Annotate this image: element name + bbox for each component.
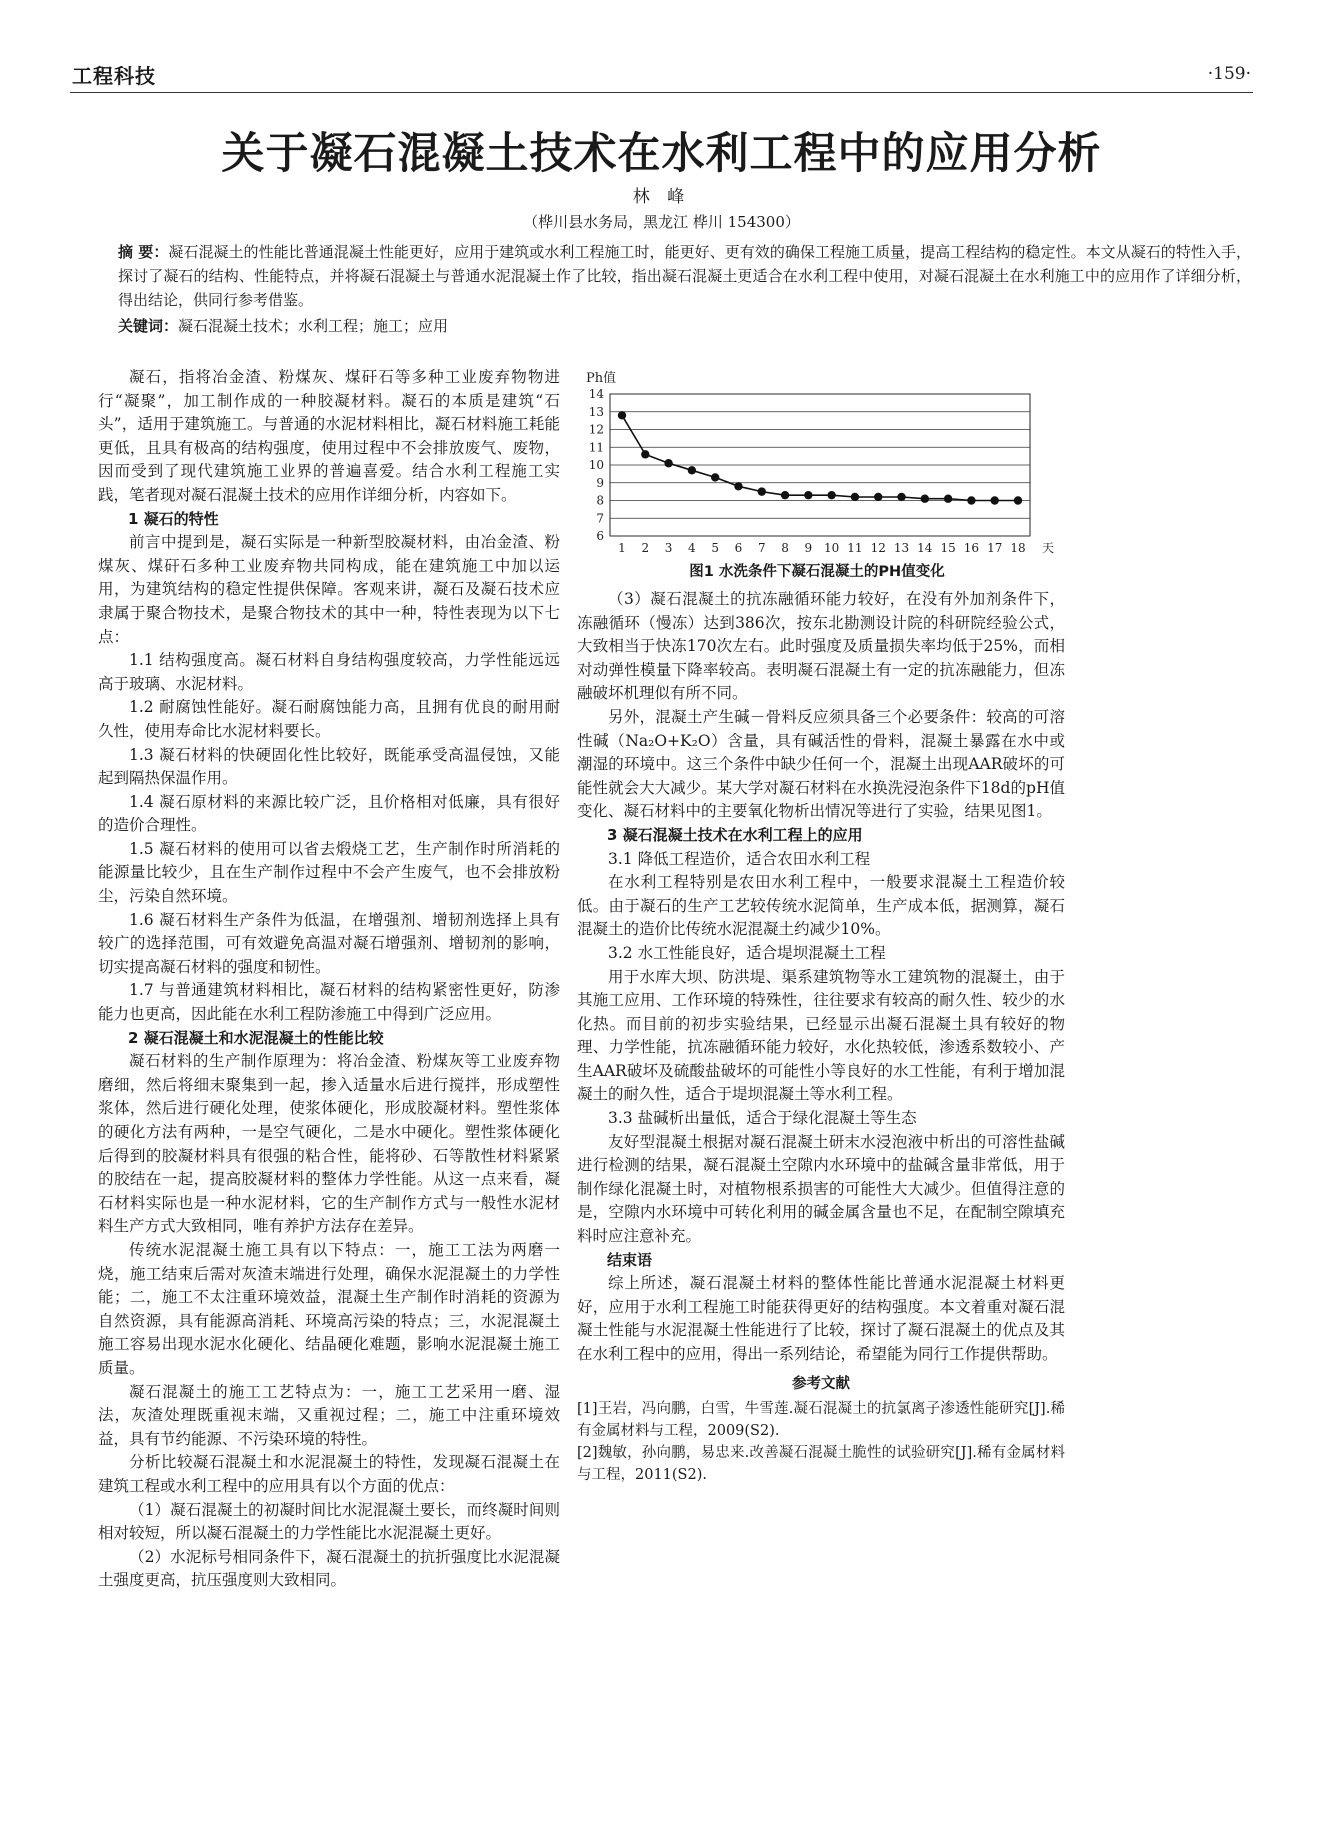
paragraph: 前言中提到是，凝石实际是一种新型胶凝材料，由冶金渣、粉煤灰、煤矸石多种工业废弃物共同构成，能在建筑施工中加以运用，为建筑结构的稳定性提供保障。客观来讲，凝石及凝石技术应隶属于聚合物技术，是聚合物技术的其中一种，特性表现为以下七点：	[98, 533, 560, 646]
x-tick-label: 4	[688, 541, 696, 555]
paragraph: 分析比较凝石混凝土和水泥混凝土的特性，发现凝石混凝土在建筑工程或水利工程中的应用具有以个方面的优点：	[98, 1453, 560, 1495]
x-tick-label: 12	[870, 541, 886, 555]
data-point	[991, 496, 999, 504]
x-tick-label: 7	[757, 541, 766, 555]
subsection-heading: 3.3 盐碱析出量低，适合于绿化混凝土等生态	[608, 1109, 917, 1128]
x-tick-label: 11	[847, 541, 863, 555]
x-tick-label: 14	[917, 541, 933, 555]
data-point	[897, 493, 905, 501]
y-tick-label: 14	[588, 387, 604, 401]
x-tick-label: 13	[893, 541, 910, 555]
y-tick-label: 8	[596, 493, 604, 508]
paragraph: 综上所述，凝石混凝土材料的整体性能比普通水泥混凝土材料更好，应用于水利工程施工时能获得更好的结构强度。本文着重对凝石混凝土性能与水泥混凝土性能进行了比较，探讨了凝石混凝土的优点及其在水利工程中的应用，得出一系列结论，希望能为同行工作提供帮助。	[577, 1274, 1065, 1363]
x-tick-label: 5	[711, 541, 719, 555]
list-item: 1.6 凝石材料生产条件为低温，在增强剂、增韧剂选择上具有较广的选择范围，可有效避免高温对凝石增强剂、增韧剂的影响，切实提高凝石材料的强度和韧性。	[98, 910, 560, 976]
abstract-label: 摘 要：	[118, 243, 169, 261]
paragraph: 凝石材料的生产制作原理为：将冶金渣、粉煤灰等工业废弃物磨细，然后将细末聚集到一起，掺入适量水后进行搅拌，形成塑性浆体，然后进行硬化处理，使浆体硬化，形成胶凝材料。塑性浆体的硬化方法有两种，一是空气硬化，二是水中硬化。塑性浆体硬化后得到的胶凝材料具有很强的粘合性，能将砂、石等散性材料紧紧的胶结在一起，提高胶凝材料的整体力学性能。从这一点来看，凝石材料实际也是一种水泥材料，它的生产制作方式与一般性水泥材料生产方式大致相同，唯有养护方法存在差异。	[98, 1052, 560, 1236]
keywords-label: 关键词：	[118, 317, 179, 335]
paragraph: 友好型混凝土根据对凝石混凝土研末水浸泡液中析出的可溶性盐碱进行检测的结果，凝石混凝土空隙内水环境中的盐碱含量非常低，用于制作绿化混凝土时，对植物根系损害的可能性大大减少。但值得注意的是，空隙内水环境中可转化利用的碱金属含量也不足，在配制空隙填充料时应注意补充。	[577, 1132, 1065, 1246]
data-point	[711, 473, 719, 481]
data-point	[921, 495, 929, 503]
y-tick-label: 10	[588, 458, 604, 472]
x-tick-label: 15	[940, 541, 956, 555]
data-point	[851, 493, 859, 501]
data-point	[688, 466, 696, 474]
figure-caption: 图1 水洗条件下凝石混凝土的PH值变化	[689, 564, 945, 580]
data-point	[641, 450, 649, 458]
paragraph: 在水利工程特别是农田水利工程中，一般要求混凝土工程造价较低。由于凝石的生产工艺较传统水泥简单，生产成本低，据测算，凝石混凝土的造价比传统水泥混凝土约减少10%。	[577, 873, 1065, 939]
x-tick-label: 2	[641, 541, 650, 555]
header-rule	[70, 92, 1253, 93]
reference-item: [1]王岩，冯向鹏，白雪，牛雪莲.凝石混凝土的抗氯离子渗透性能研究[J].稀有金属材料与工程，2009(S2).	[577, 1401, 1065, 1440]
y-tick-label: 13	[588, 404, 604, 419]
paragraph: 用于水库大坝、防洪堤、渠系建筑物等水工建筑物的混凝土，由于其施工应用、工作环境的特殊性，往往要求有较高的耐久性、较少的水化热。而目前的初步实验结果，已经显示出凝石混凝土具有较好的物理、力学性能，抗冻融循环能力较好，水化热较低，渗透系数较小、产生AAR破坏及硫酸盐破坏的可能性小等良好的水工性能，有利于增加混凝土的耐久性，适合于堤坝混凝土等水利工程。	[577, 967, 1065, 1104]
list-item: 1.7 与普通建筑材料相比，凝石材料的结构紧密性更好，防渗能力也更高，因此能在水利工程防渗施工中得到广泛应用。	[98, 981, 560, 1024]
paragraph: （2）水泥标号相同条件下，凝石混凝土的抗折强度比水泥混凝土强度更高，抗压强度则大致相同。	[98, 1547, 560, 1590]
data-point	[967, 496, 975, 504]
section-heading-2: 2 凝石混凝土和水泥混凝土的性能比较	[128, 1028, 384, 1047]
data-point	[758, 487, 766, 495]
references-title: 参考文献	[792, 1375, 850, 1392]
y-tick-label: 6	[596, 529, 604, 543]
paragraph: 传统水泥混凝土施工具有以下特点：一，施工工法为两磨一烧，施工结束后需对灰渣末端进行处理，确保水泥混凝土的力学性能；二，施工不太注重环境效益，混凝土生产制作时消耗的资源为自然资源，具有能源高消耗、环境高污染的特点；三，水泥混凝土施工容易出现水泥水化硬化、结晶硬化难题，影响水泥混凝土施工质量。	[98, 1240, 560, 1377]
data-point	[1014, 496, 1022, 504]
keywords-text: 凝石混凝土技术；水利工程；施工；应用	[178, 317, 449, 335]
x-tick-label: 1	[618, 541, 626, 555]
x-tick-label: 9	[804, 541, 813, 555]
section-heading-1: 1 凝石的特性	[128, 509, 219, 528]
data-point	[734, 482, 742, 490]
subsection-heading: 3.1 降低工程造价，适合农田水利工程	[608, 849, 871, 868]
right-column	[577, 588, 1065, 1486]
x-tick-label: 8	[781, 541, 789, 555]
y-tick-label: 9	[596, 475, 604, 490]
list-item: 1.5 凝石材料的使用可以省去煅烧工艺，生产制作时所消耗的能源量比较少，且在生产制作过程中不会产生废气，也不会排放粉尘，污染自然环境。	[98, 839, 560, 906]
intro-paragraph: 凝石，指将冶金渣、粉煤灰、煤矸石等多种工业废弃物物进行“凝聚”，加工制作成的一种胶凝材料。凝石的本质是建筑“石头”，适用于建筑施工。与普通的水泥材料相比，凝石材料施工耗能更低，且具有极高的结构强度，使用过程中不会排放废气、废物，因而受到了现代建筑施工业界的普遍喜爱。结合水利工程施工实践，笔者现对凝石混凝土技术的应用作详细分析，内容如下。	[98, 368, 560, 504]
section-heading-3: 3 凝石混凝土技术在水利工程上的应用	[607, 825, 863, 844]
page-number: ·159·	[1207, 64, 1251, 84]
paragraph: 另外，混凝土产生碱－骨料反应须具备三个必要条件：较高的可溶性碱（Na₂O+K₂O）含量，具有碱活性的骨料，混凝土暴露在水中或潮湿的环境中。这三个条件中缺少任何一个，混凝土出现AAR破坏的可能性就会大大减少。某大学对凝石材料在水换洗浸泡条件下18d的pH值变化、凝石材料中的主要氧化物析出情况等进行了实验，结果见图1。	[577, 707, 1065, 821]
subsection-heading: 3.2 水工性能良好，适合堤坝混凝土工程	[608, 943, 886, 962]
list-item: 1.1 结构强度高。凝石材料自身结构强度较高，力学性能远远高于玻璃、水泥材料。	[98, 651, 560, 693]
data-point	[827, 491, 835, 499]
reference-item: [2]魏敏，孙向鹏，易忠来.改善凝石混凝土脆性的试验研究[J].稀有金属材料与工程，2011(S2).	[577, 1445, 1065, 1484]
x-tick-label: 10	[824, 541, 840, 555]
ph-line-chart	[572, 366, 1062, 566]
y-tick-label: 7	[596, 511, 604, 526]
x-tick-label: 17	[987, 541, 1003, 555]
x-tick-label: 18	[1010, 541, 1026, 555]
paragraph: 凝石混凝土的施工工艺特点为：一，施工工艺采用一磨、湿法，灰渣处理既重视末端，又重视过程；二，施工中注重环境效益，具有节约能源、不污染环境的特性。	[98, 1382, 560, 1448]
x-tick-label: 16	[963, 541, 980, 555]
author: 林 峰	[632, 187, 691, 207]
article-title: 关于凝石混凝土技术在水利工程中的应用分析	[221, 129, 1102, 179]
data-point	[781, 491, 789, 499]
abstract	[118, 240, 1251, 338]
affiliation: （桦川县水务局，黑龙江 桦川 154300）	[523, 213, 800, 231]
y-tick-label: 11	[588, 440, 604, 455]
y-axis-label: Ph值	[586, 371, 617, 386]
left-column	[98, 366, 560, 1593]
data-point	[944, 495, 952, 503]
data-point	[804, 491, 812, 499]
series-line	[622, 415, 1018, 500]
list-item: 1.2 耐腐蚀性能好。凝石耐腐蚀能力高，且拥有优良的耐用耐久性，使用寿命比水泥材料要长。	[98, 698, 560, 740]
x-tick-label: 6	[734, 541, 743, 555]
paragraph: （3）凝石混凝土的抗冻融循环能力较好，在没有外加剂条件下，冻融循环（慢冻）达到386次，按东北勘测设计院的科研院经验公式，大致相当于快冻170次左右。此时强度及质量损失率均低于25%，而相对动弹性模量下降率较高。表明凝石混凝土有一定的抗冻融能力，但冻融破坏机理似有所不同。	[577, 590, 1065, 703]
list-item: 1.3 凝石材料的快硬固化性比较好，既能承受高温侵蚀，又能起到隔热保温作用。	[98, 745, 560, 788]
data-point	[664, 459, 672, 467]
y-tick-label: 12	[588, 422, 604, 437]
list-item: 1.4 凝石原材料的来源比较广泛，且价格相对低廉，具有很好的造价合理性。	[98, 792, 560, 835]
data-point	[618, 411, 626, 419]
abstract-text: 凝石混凝土的性能比普通混凝土性能更好，应用于建筑或水利工程施工时，能更好、更有效的确保工程施工质量，提高工程结构的稳定性。本文从凝石的特性入手，探讨了凝石的结构、性能特点，并将凝石混凝土与普通水泥混凝土作了比较，指出凝石混凝土更适合在水利工程中使用，对凝石混凝土在水利施工中的应用作了详细分析，得出结论，供同行参考借鉴。	[118, 243, 1251, 309]
data-point	[874, 493, 882, 501]
x-axis-label: 天	[1042, 541, 1055, 555]
conclusion-heading: 结束语	[607, 1250, 653, 1269]
journal-name: 工程科技	[72, 64, 156, 88]
paragraph: （1）凝石混凝土的初凝时间比水泥混凝土要长，而终凝时间则相对较短，所以凝石混凝土的力学性能比水泥混凝土更好。	[98, 1500, 560, 1543]
x-tick-label: 3	[664, 541, 673, 555]
